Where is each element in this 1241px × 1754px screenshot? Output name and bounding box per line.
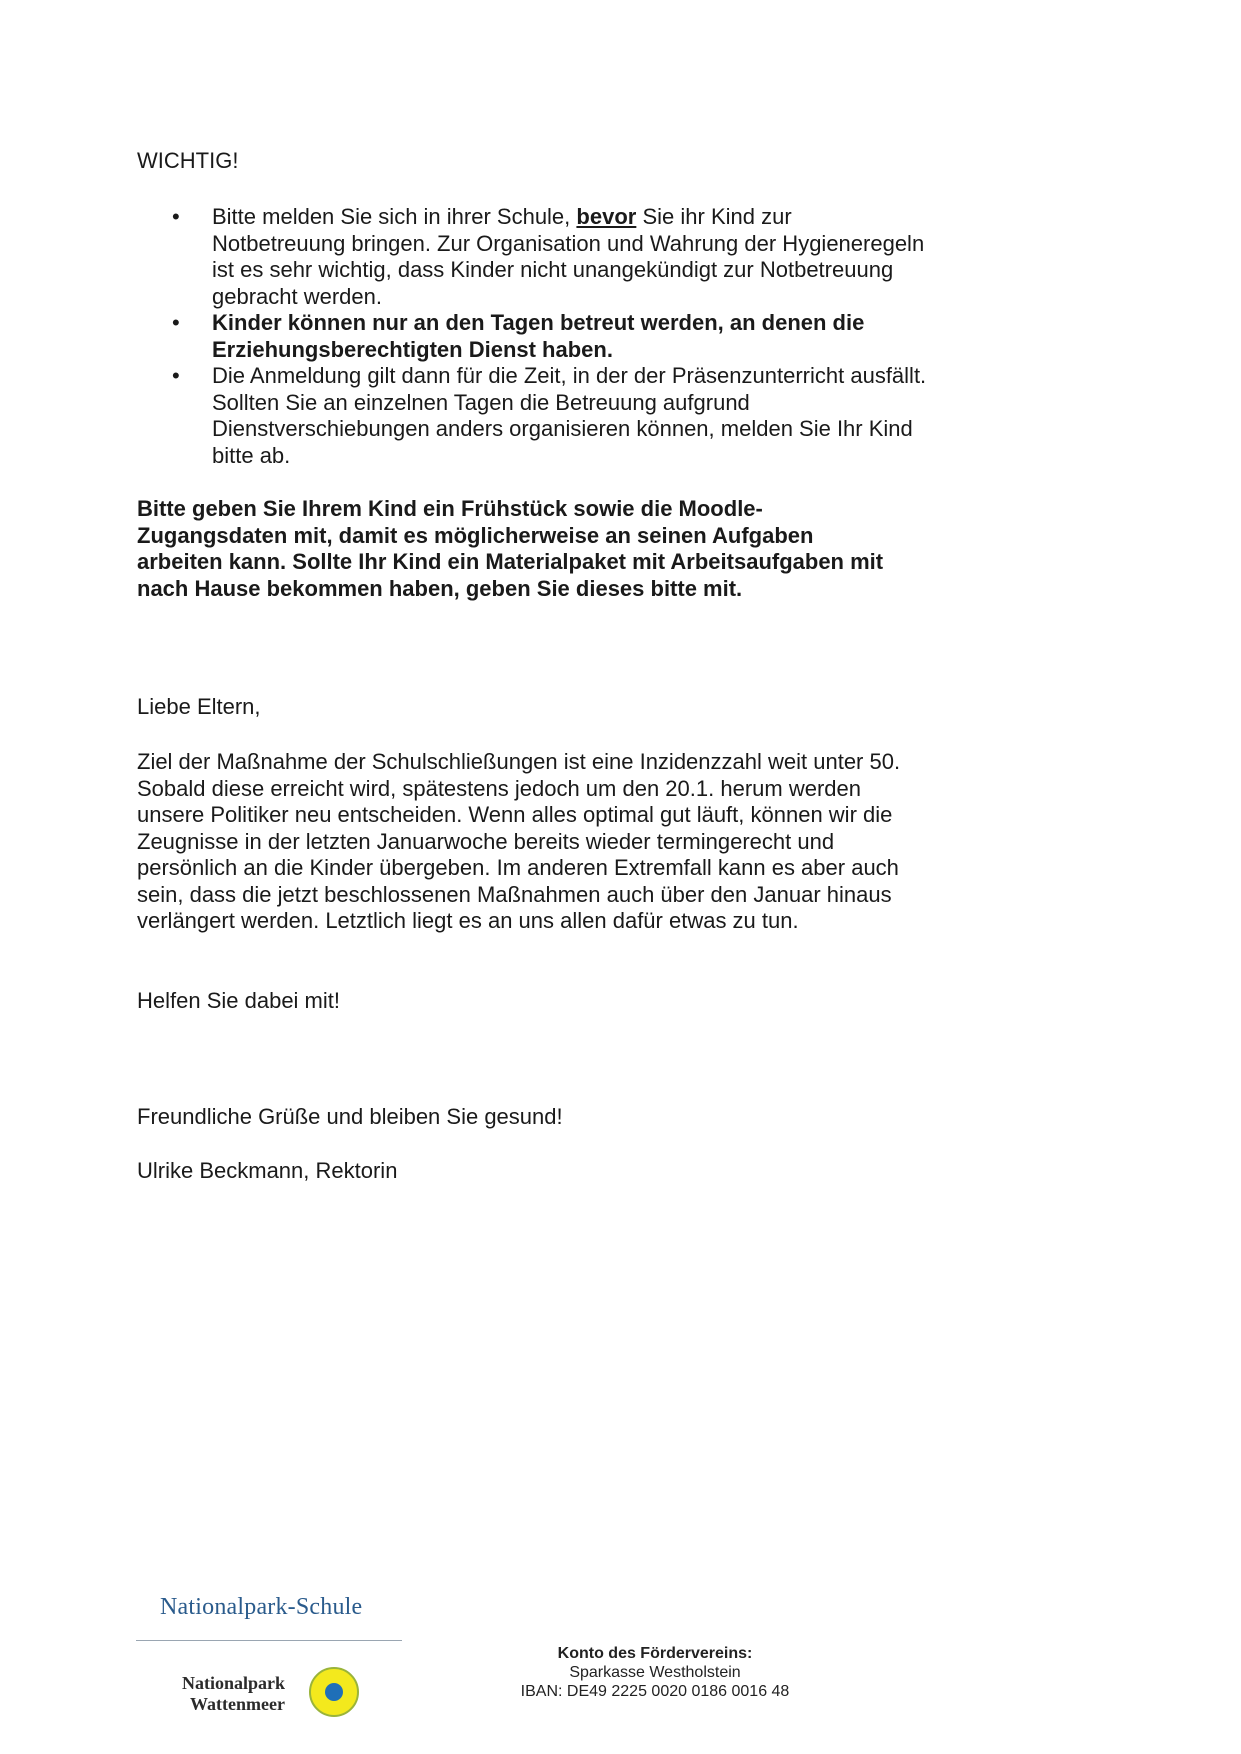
bank-account-block — [500, 1644, 810, 1701]
logo-divider — [136, 1640, 402, 1641]
list-item — [137, 204, 927, 310]
bank-iban: IBAN: DE49 2225 0020 0186 0016 48 — [520, 1683, 790, 1700]
list-item — [137, 363, 927, 469]
bullet-icon: • — [172, 363, 180, 388]
breakfast-note: Bitte geben Sie Ihrem Kind ein Frühstück sowie die Moodle-Zugangsdaten mit, damit es möglicherweise an seinen Aufgaben arbeiten kann. Sollte Ihr Kind ein Materialpaket mit Arbeitsaufgaben mit nach Hause bekommen haben, geben Sie dieses bitte mit. — [137, 496, 884, 601]
main-paragraph: Ziel der Maßnahme der Schulschließungen ist eine Inzidenzzahl weit unter 50. Sobald diese erreicht wird, spätestens jedoch um den 20.1. herum werden unsere Politiker neu entscheiden. Wenn alles optimal gut läuft, können wir die Zeugnisse in der letzten Januarwoche bereits wieder termingerecht und persönlich an die Kinder übergeben. Im anderen Extremfall kann es aber auch sein, dass die jetzt beschlossenen Maßnahmen auch über den Januar hinaus verlängert werden. Letztlich liegt es an uns allen dafür etwas zu tun. — [137, 749, 901, 933]
bullet-icon: • — [172, 204, 180, 229]
important-list — [137, 204, 927, 469]
school-logo-title: Nationalpark-Schule — [160, 1594, 363, 1620]
closing-regards: Freundliche Grüße und bleiben Sie gesund! — [137, 1104, 563, 1129]
greeting: Liebe Eltern, — [137, 694, 261, 719]
bullet-1-text-end: Sie ihr Kind zur Notbetreuung bringen. Zur Organisation und Wahrung der Hygieneregeln ist es sehr wichtig, dass Kinder nicht unangekündigt zur Notbetreuung gebracht werden. — [212, 204, 925, 309]
bullet-1-text-start: Bitte melden Sie sich in ihrer Schule, — [212, 204, 571, 229]
signature: Ulrike Beckmann, Rektorin — [137, 1158, 398, 1183]
help-line: Helfen Sie dabei mit! — [137, 988, 340, 1013]
list-item — [137, 310, 927, 363]
bullet-icon: • — [172, 310, 180, 335]
heading-wichtig: WICHTIG! — [137, 148, 239, 173]
bullet-2-text: Kinder können nur an den Tagen betreut werden, an denen die Erziehungsberechtigten Dienst haben. — [212, 310, 865, 362]
nationalpark-badge-icon — [308, 1666, 360, 1718]
bank-account-title: Konto des Fördervereins: — [557, 1645, 753, 1662]
nationalpark-line-1: Nationalpark — [181, 1673, 285, 1693]
nationalpark-line-2: Wattenmeer — [190, 1694, 285, 1714]
bullet-3-text: Die Anmeldung gilt dann für die Zeit, in der der Präsenzunterricht ausfällt. Sollten Sie an einzelnen Tagen die Betreuung aufgrund Dienstverschiebungen anders organisieren können, melden Sie Ihr Kind bitte ab. — [212, 363, 927, 468]
bank-name: Sparkasse Westholstein — [569, 1664, 741, 1681]
bullet-1-emphasis: bevor — [576, 204, 637, 229]
